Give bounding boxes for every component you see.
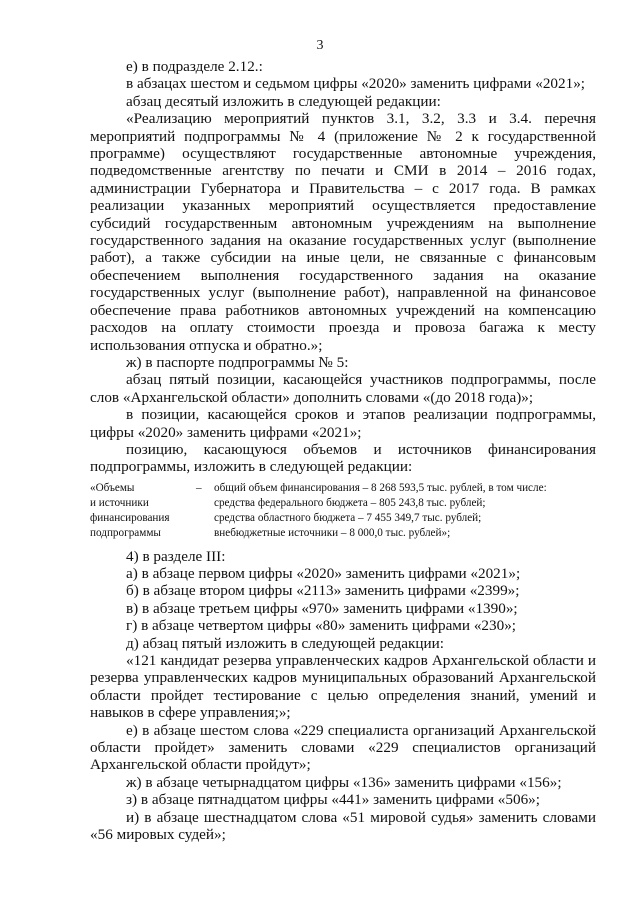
document-body [90, 58, 596, 843]
paragraph: е) в абзаце шестом слова «229 специалиста организаций Архангельской области пройдет» заменить словами «229 специалистов организаций Архангельской области пройдут»; [90, 721, 596, 774]
paragraph: ж) в абзаце четырнадцатом цифры «136» заменить цифрами «156»; [126, 773, 562, 791]
paragraph: г) в абзаце четвертом цифры «80» заменить цифрами «230»; [126, 617, 517, 635]
paragraph: а) в абзаце первом цифры «2020» заменить цифрами «2021»; [126, 564, 521, 582]
financing-label-line: финансирования [90, 512, 170, 525]
financing-line: средства областного бюджета – 7 455 349,7 тыс. рублей; [214, 512, 482, 525]
page-number: 3 [316, 38, 324, 53]
financing-values [214, 481, 596, 542]
paragraph: з) в абзаце пятнадцатом цифры «441» заменить цифрами «506»; [126, 791, 540, 809]
financing-block [90, 481, 596, 542]
financing-label-line: и источники [90, 496, 149, 509]
paragraph: в абзацах шестом и седьмом цифры «2020» заменить цифрами «2021»; [126, 75, 586, 93]
financing-dash: – [196, 481, 202, 494]
paragraph: «Реализацию мероприятий пунктов 3.1, 3.2, 3.3 и 3.4. перечня мероприятий подпрограммы № 4 (приложение № 2 к государственной программе) осуществляют государственные автономные учреждения, подведомственные агентству по печати и СМИ в 2014 – 2016 годах, администрации Губернатора и Правительства – с 2017 года. В рамках реализации указанных мероприятий осуществляется предоставление субсидий государственным автономным учреждениям на выполнение государственного задания на оказание государственных услуг (выполнение работ), а также субсидии на иные цели, не связанные с финансовым обеспечением выполнения государственного задания на оказание государственных услуг (выполнение работ), направленной на финансовое обеспечение права работников автономных учреждений на компенсацию расходов на оплату стоимости проезда и провоза багажа к месту использования отпуска и обратно.»; [90, 110, 596, 354]
financing-line: общий объем финансирования – 8 268 593,5 тыс. рублей, в том числе: [214, 481, 547, 494]
paragraph: в) в абзаце третьем цифры «970» заменить цифрами «1390»; [126, 599, 518, 617]
paragraph: 4) в разделе III: [126, 547, 226, 565]
financing-line: внебюджетные источники – 8 000,0 тыс. рублей»; [214, 527, 451, 540]
paragraph: б) в абзаце втором цифры «2113» заменить цифрами «2399»; [126, 582, 520, 600]
paragraph: д) абзац пятый изложить в следующей редакции: [126, 634, 444, 652]
financing-label [90, 481, 196, 542]
paragraph: абзац пятый позиции, касающейся участников подпрограммы, после слов «Архангельской области» дополнить словами «(до 2018 года)»; [90, 371, 596, 406]
paragraph: «121 кандидат резерва управленческих кадров Архангельской области и резерва управленческих кадров муниципальных образований Архангельской области пройдет тестирование с целью определения знаний, умений и навыков в сфере управления;»; [90, 652, 596, 722]
financing-label-line: подпрограммы [90, 527, 161, 540]
paragraph: е) в подразделе 2.12.: [126, 58, 263, 75]
financing-label-line: «Объемы [90, 481, 135, 494]
paragraph: ж) в паспорте подпрограммы № 5: [126, 353, 349, 371]
paragraph: позицию, касающуюся объемов и источников финансирования подпрограммы, изложить в следующей редакции: [90, 440, 596, 476]
paragraph: в позиции, касающейся сроков и этапов реализации подпрограммы, цифры «2020» заменить цифрами «2021»; [90, 406, 596, 441]
financing-line: средства федерального бюджета – 805 243,8 тыс. рублей; [214, 496, 486, 509]
paragraph: и) в абзаце шестнадцатом слова «51 мировой судья» заменить словами «56 мировых судей»; [90, 808, 596, 844]
paragraph: абзац десятый изложить в следующей редакции: [126, 92, 441, 110]
